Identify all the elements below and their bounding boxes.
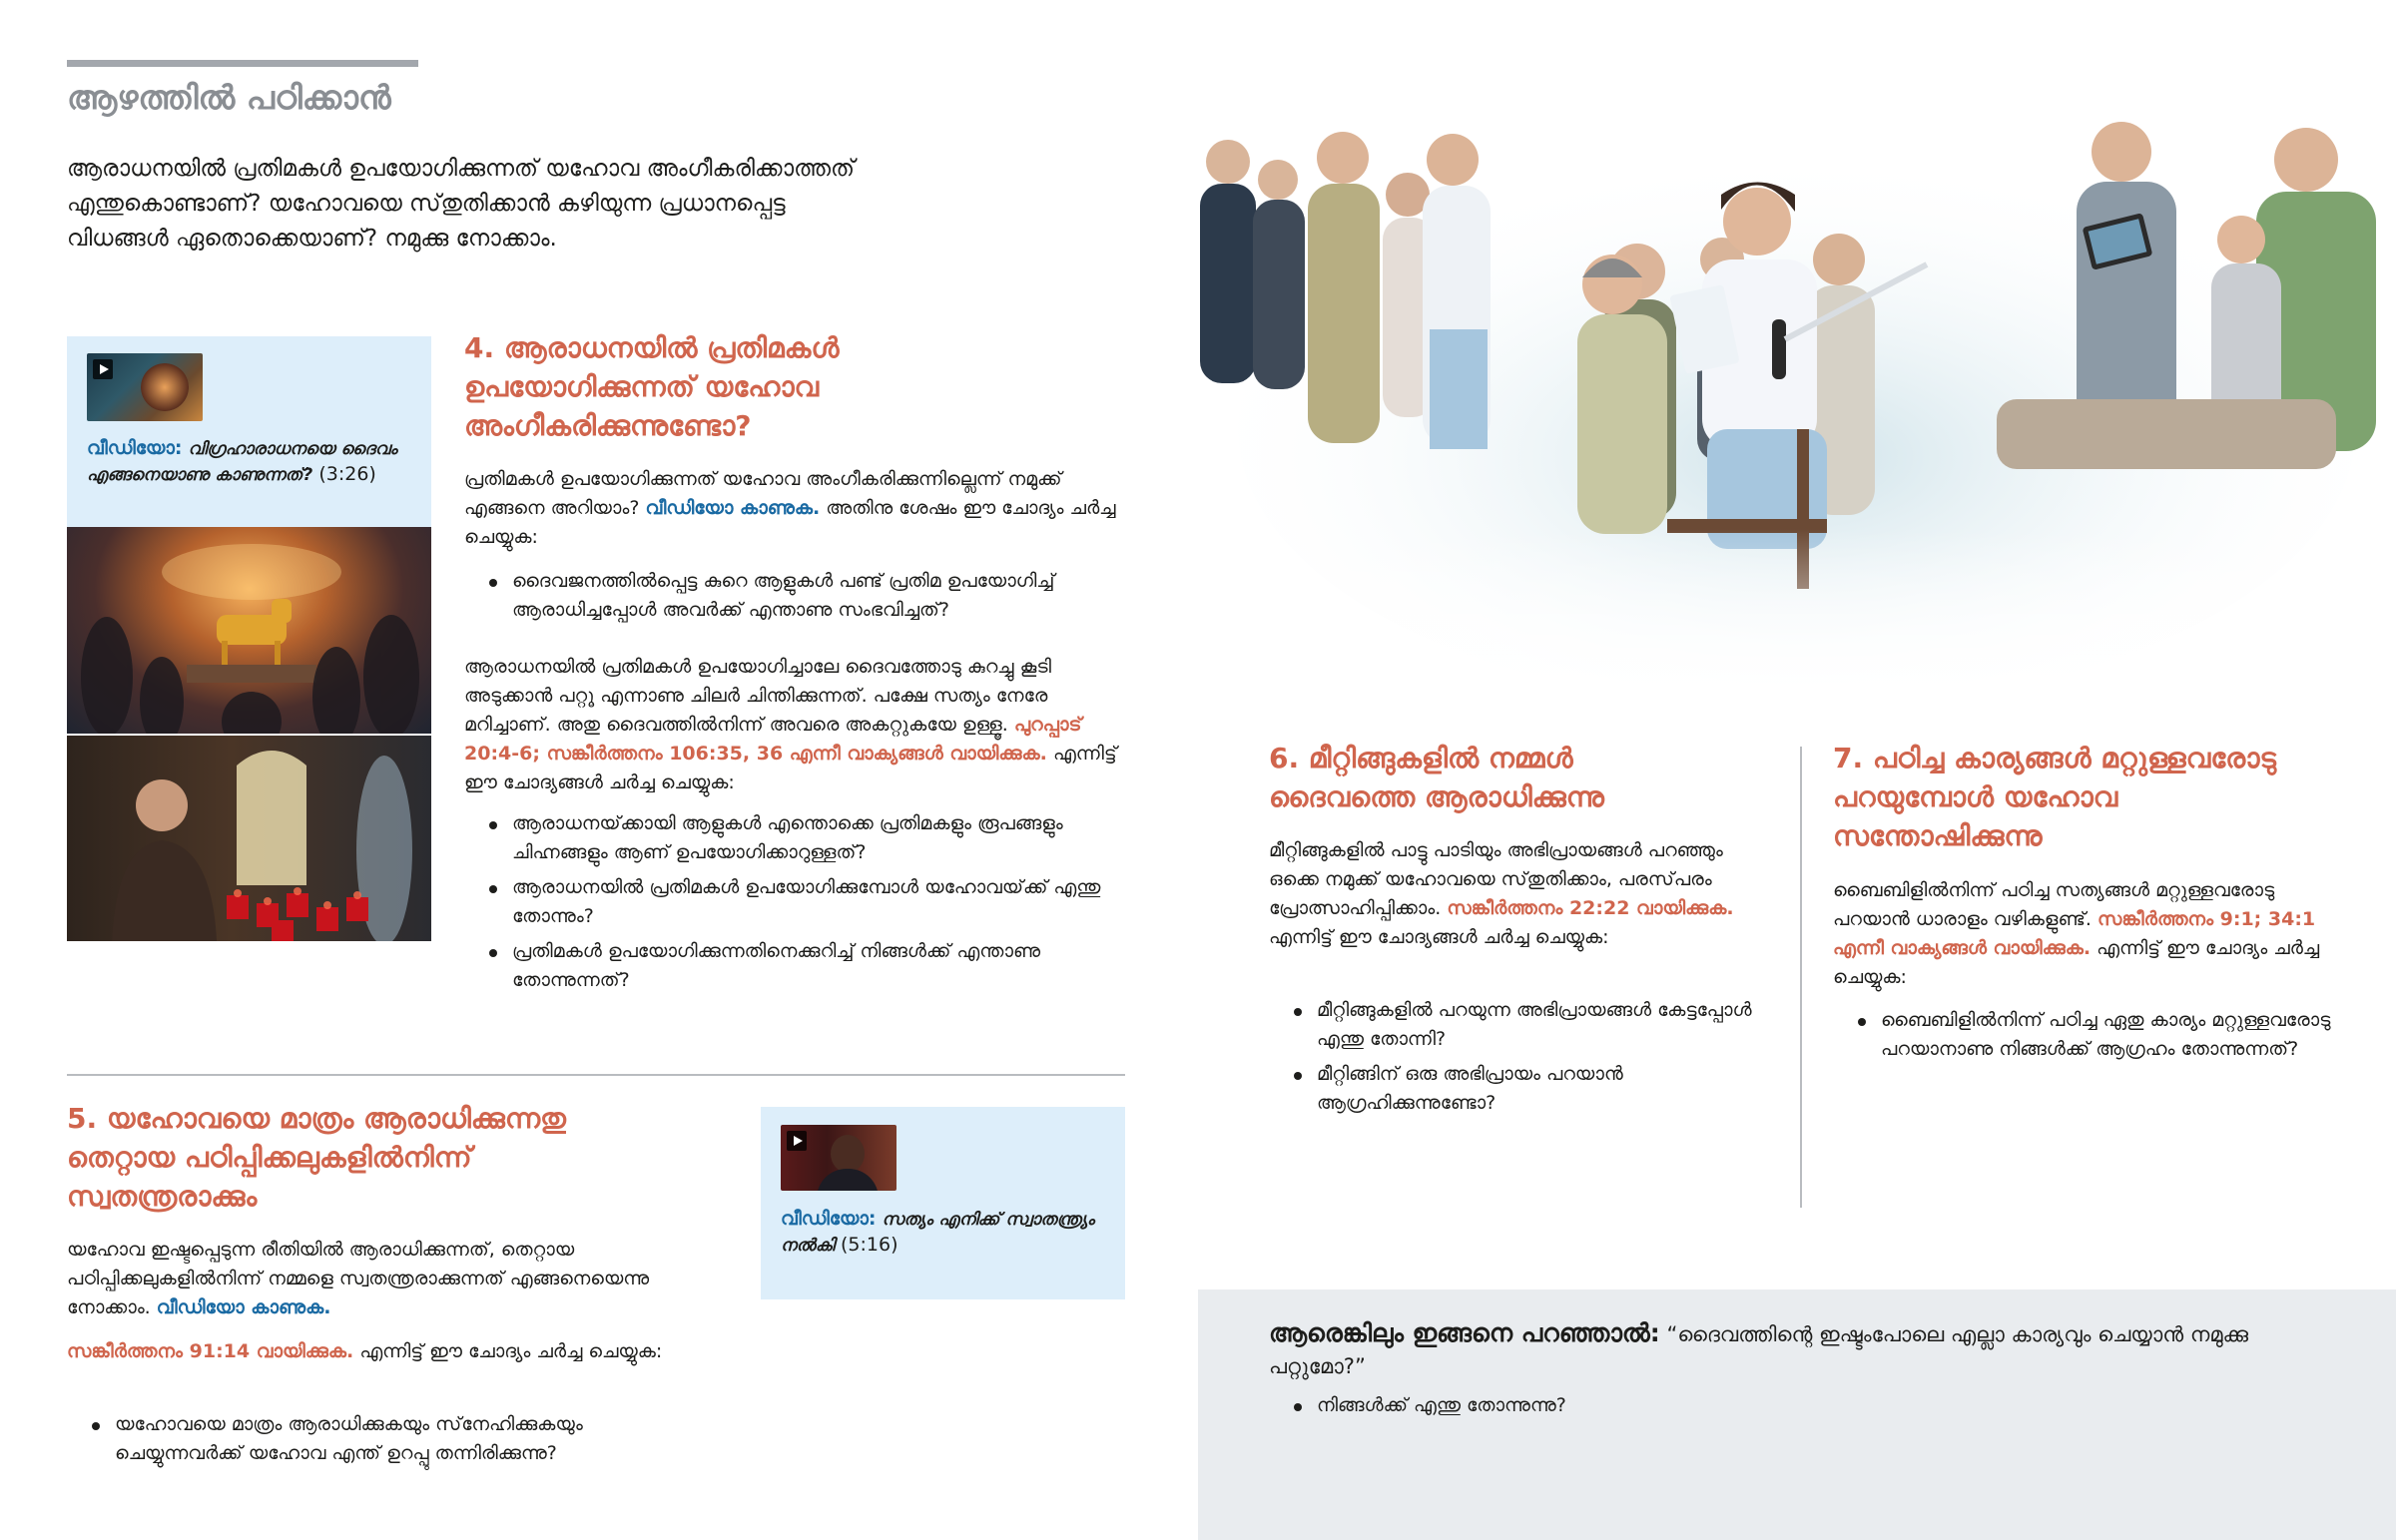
section-7-paragraph-1: ബൈബിളിൽനിന്ന് പഠിച്ച സത്യങ്ങൾ മറ്റുള്ളവരോടു പറയാൻ ധാരാളം വഴികളുണ്ട്. സങ്കീർത്തനം 9:1; 34:1 എന്നീ വാക്യങ്ങൾ വായിക്കുക. എന്നിട്ട് ഈ ചോദ്യം ചർച്ച ചെയ്യുക: xyxy=(1833,879,2320,988)
scripture-reading-link[interactable]: സങ്കീർത്തനം 22:22 വായിക്കുക. xyxy=(1447,897,1734,919)
section-6-heading: 6. മീറ്റിങ്ങുകളിൽ നമ്മൾ ദൈവത്തെ ആരാധിക്കുന്നു xyxy=(1269,742,1604,813)
video-thumbnail[interactable] xyxy=(87,353,203,421)
video-caption: വീഡിയോ: സത്യം എനിക്ക് സ്വാതന്ത്ര്യം നൽകി (5:16) xyxy=(781,1208,1095,1256)
video-box-2[interactable] xyxy=(761,1107,1125,1299)
section-5-question-list xyxy=(67,1410,706,1474)
section-6-paragraph-1: മീറ്റിങ്ങുകളിൽ പാട്ടു പാടിയും അഭിപ്രായങ്ങൾ പറഞ്ഞും ഒക്കെ നമുക്ക് യഹോവയെ സ്‌തുതിക്കാം, പരസ്‌പരം പ്രോത്സാഹിപ്പിക്കാം. സങ്കീർത്തനം 22:22 വായിക്കുക. എന്നിട്ട് ഈ ചോദ്യങ്ങൾ ചർച്ച ചെയ്യുക: xyxy=(1269,839,1734,948)
scripture-reading-link[interactable]: സങ്കീർത്തനം 91:14 വായിക്കുക. xyxy=(67,1340,354,1362)
watch-video-link[interactable]: വീഡിയോ കാണുക. xyxy=(645,497,821,519)
video-caption: വീഡിയോ: വിഗ്രഹാരാധനയെ ദൈവം എങ്ങനെയാണു കാണുന്നത്? (3:26) xyxy=(87,437,397,485)
illustration-golden-calf xyxy=(67,527,431,734)
section-4-paragraph-2: ആരാധനയിൽ പ്രതിമകൾ ഉപയോഗിച്ചാലേ ദൈവത്തോടു കുറച്ചു കൂടി അടുക്കാൻ പറ്റൂ എന്നാണു ചിലർ ചിന്തിക്കുന്നത്. പക്ഷേ സത്യം നേരേ മറിച്ചാണ്. അതു ദൈവത്തിൽനിന്ന് അവരെ അകറ്റുകയേ ഉള്ളൂ. പുറപ്പാട്‌ 20:4-6; സങ്കീർത്തനം 106:35, 36 എന്നീ വാക്യങ്ങൾ വായിക്കുക. എന്നിട്ട് ഈ ചോദ്യങ്ങൾ ചർച്ച ചെയ്യുക: xyxy=(464,656,1117,793)
section-5-paragraph-1: യഹോവ ഇഷ്ടപ്പെടുന്ന രീതിയിൽ ആരാധിക്കുന്നത്, തെറ്റായ പഠിപ്പിക്കലുകളിൽനിന്ന് നമ്മളെ സ്വതന്ത്രരാക്കുന്നത് എങ്ങനെയെന്നു നോക്കാം. വീഡിയോ കാണുക. xyxy=(67,1239,650,1318)
discussion-question: ആരാധനയിൽ പ്രതിമകൾ ഉപയോഗിക്കുമ്പോൾ യഹോവയ്‌ക്ക് എന്തു തോന്നും? xyxy=(464,873,1128,931)
section-5-heading: 5. യഹോവയെ മാത്രം ആരാധിക്കുന്നതു തെറ്റായ പഠിപ്പിക്കലുകളിൽനിന്ന് സ്വതന്ത്രരാക്കും xyxy=(67,1102,566,1213)
watch-video-link[interactable]: വീഡിയോ കാണുക. xyxy=(156,1296,331,1318)
discussion-question: മീറ്റിങ്ങുകളിൽ പറയുന്ന അഭിപ്രായങ്ങൾ കേട്ടപ്പോൾ എന്തു തോന്നി? xyxy=(1269,996,1758,1054)
section-4-heading: 4. ആരാധനയിൽ പ്രതിമകൾ ഉപയോഗിക്കുന്നത് യഹോവ അംഗീകരിക്കുന്നുണ്ടോ? xyxy=(464,331,840,442)
discussion-question: ആരാധനയ്‌ക്കായി ആളുകൾ എന്തൊക്കെ പ്രതിമകളും രൂപങ്ങളും ചിഹ്നങ്ങളും ആണ് ഉപയോഗിക്കാറുള്ളത്? xyxy=(464,809,1128,867)
section-5-paragraph-2: സങ്കീർത്തനം 91:14 വായിക്കുക. എന്നിട്ട് ഈ ചോദ്യം ചർച്ച ചെയ്യുക: xyxy=(67,1340,663,1362)
section-4-question-list-2 xyxy=(464,809,1128,1001)
section-4-question-list-1 xyxy=(464,567,1123,631)
column-divider xyxy=(1800,747,1802,1208)
discussion-question: നിങ്ങൾക്ക് എന്തു തോന്നുന്നു? xyxy=(1269,1391,2267,1420)
someone-says-lead: ആരെങ്കിലും ഇങ്ങനെ പറഞ്ഞാൽ: xyxy=(1269,1318,1660,1347)
section-4-paragraph-1: പ്രതിമകൾ ഉപയോഗിക്കുന്നത് യഹോവ അംഗീകരിക്കുന്നില്ലെന്ന് നമുക്ക് എങ്ങനെ അറിയാം? വീഡിയോ കാണുക. അതിനു ശേഷം ഈ ചോദ്യം ചർച്ച ചെയ്യുക: xyxy=(464,468,1116,548)
video-box-1[interactable] xyxy=(67,336,431,529)
illustration-candle-prayer xyxy=(67,736,431,941)
someone-says-quote: “ദൈവത്തിന്റെ ഇഷ്ടംപോലെ എല്ലാ കാര്യവും ചെയ്യാൻ നമുക്കു പറ്റുമോ?” xyxy=(1269,1322,2249,1378)
someone-says-text xyxy=(1269,1317,2327,1382)
section-7-question-list xyxy=(1833,1006,2332,1070)
section-7-heading: 7. പഠിച്ച കാര്യങ്ങൾ മറ്റുള്ളവരോടു പറയുമ്പോൾ യഹോവ സന്തോഷിക്കുന്നു xyxy=(1833,742,2276,852)
discussion-question: ബൈബിളിൽനിന്ന് പഠിച്ച ഏതു കാര്യം മറ്റുള്ളവരോടു പറയാനാണു നിങ്ങൾക്ക് ആഗ്രഹം തോന്നുന്നത്? xyxy=(1833,1006,2332,1064)
scripture-reading-link[interactable]: പുറപ്പാട്‌ 20:4-6; സങ്കീർത്തനം 106:35, 36 എന്നീ വാക്യങ്ങൾ വായിക്കുക. xyxy=(464,714,1082,765)
someone-says-question-list xyxy=(1269,1391,2267,1426)
play-icon xyxy=(93,359,113,379)
section-divider xyxy=(67,1074,1125,1076)
video-thumbnail[interactable] xyxy=(781,1125,897,1191)
illustration-congregation-meeting xyxy=(1198,100,2396,699)
section-6-question-list xyxy=(1269,996,1758,1124)
scripture-reading-link[interactable]: സങ്കീർത്തനം 9:1; 34:1 എന്നീ വാക്യങ്ങൾ വായിക്കുക. xyxy=(1833,908,2316,959)
discussion-question: മീറ്റിങ്ങിന് ഒരു അഭിപ്രായം പറയാൻ ആഗ്രഹിക്കുന്നുണ്ടോ? xyxy=(1269,1060,1758,1118)
heading-rule xyxy=(67,60,418,67)
discussion-question: യഹോവയെ മാത്രം ആരാധിക്കുകയും സ്‌നേഹിക്കുകയും ചെയ്യുന്നവർക്ക് യഹോവ എന്ത് ഉറപ്പു തന്നിരിക്കുന്നു? xyxy=(67,1410,706,1468)
discussion-question: പ്രതിമകൾ ഉപയോഗിക്കുന്നതിനെക്കുറിച്ച് നിങ്ങൾക്ക് എന്താണു തോന്നുന്നത്? xyxy=(464,937,1128,995)
intro-paragraph: ആരാധനയിൽ പ്രതിമകൾ ഉപയോഗിക്കുന്നത് യഹോവ അംഗീകരിക്കാത്തത് എന്തുകൊണ്ടാണ്? യഹോവയെ സ്‌തുതിക്കാൻ കഴിയുന്ന പ്രധാനപ്പെട്ട വിധങ്ങൾ ഏതൊക്കെയാണ്? നമുക്കു നോക്കാം. xyxy=(67,156,856,252)
discussion-question: ദൈവജനത്തിൽപ്പെട്ട കുറെ ആളുകൾ പണ്ട് പ്രതിമ ഉപയോഗിച്ച് ആരാധിച്ചപ്പോൾ അവർക്ക് എന്താണു സംഭവിച്ചത്? xyxy=(464,567,1123,625)
section-heading: ആഴത്തിൽ പഠിക്കാൻ xyxy=(67,78,391,117)
play-icon xyxy=(787,1131,807,1151)
